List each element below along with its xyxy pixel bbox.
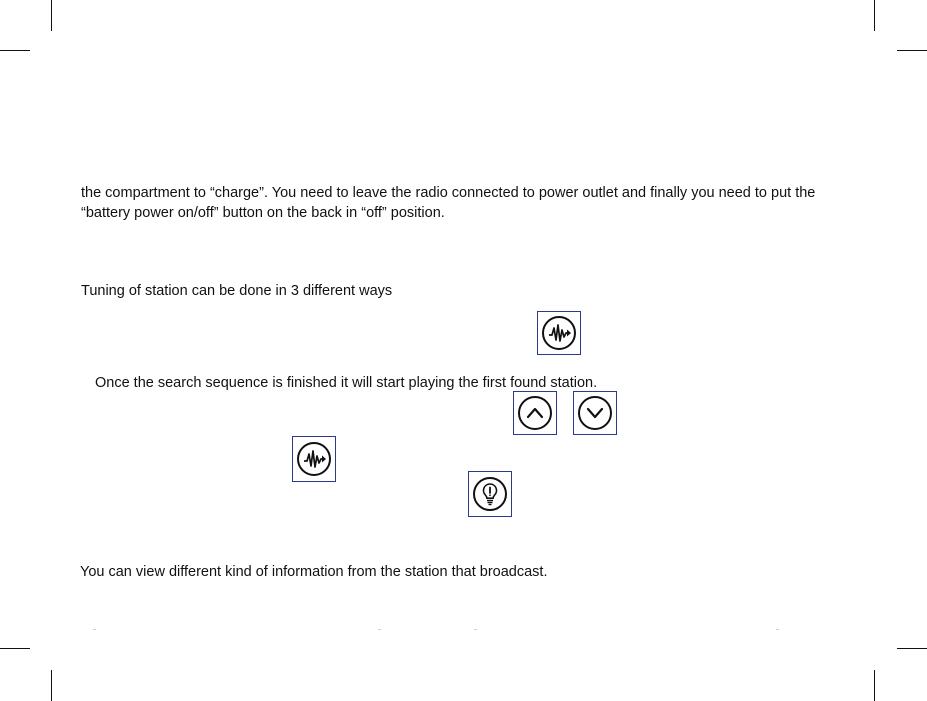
crop-mark-top-left-v — [51, 0, 52, 31]
crop-mark-top-right-h — [897, 50, 927, 51]
charge-instructions-line-2: “battery power on/off” button on the back in “off” position. — [81, 205, 445, 221]
scan-waveform-icon — [292, 436, 336, 482]
crop-mark-top-right-v — [874, 0, 875, 31]
scan-waveform-icon — [537, 311, 581, 355]
info-view-note: You can view different kind of information from the station that broadcast. — [80, 564, 548, 580]
scan-speck — [93, 629, 96, 630]
chevron-down-icon — [573, 391, 617, 435]
scan-speck — [776, 629, 779, 630]
crop-mark-bottom-left-v — [51, 670, 52, 701]
tuning-intro: Tuning of station can be done in 3 different ways — [81, 283, 393, 299]
info-bulb-icon — [468, 471, 512, 517]
chevron-up-icon — [513, 391, 557, 435]
crop-mark-bottom-left-h — [0, 648, 30, 649]
search-finished-note: Once the search sequence is finished it will start playing the first found station. — [95, 375, 598, 391]
scan-speck — [474, 629, 477, 630]
crop-mark-bottom-right-v — [874, 670, 875, 701]
crop-mark-bottom-right-h — [897, 648, 927, 649]
scan-speck — [378, 629, 381, 630]
crop-mark-top-left-h — [0, 50, 30, 51]
charge-instructions-line-1: the compartment to “charge”. You need to leave the radio connected to power outlet and finally you need to put the — [81, 185, 816, 201]
